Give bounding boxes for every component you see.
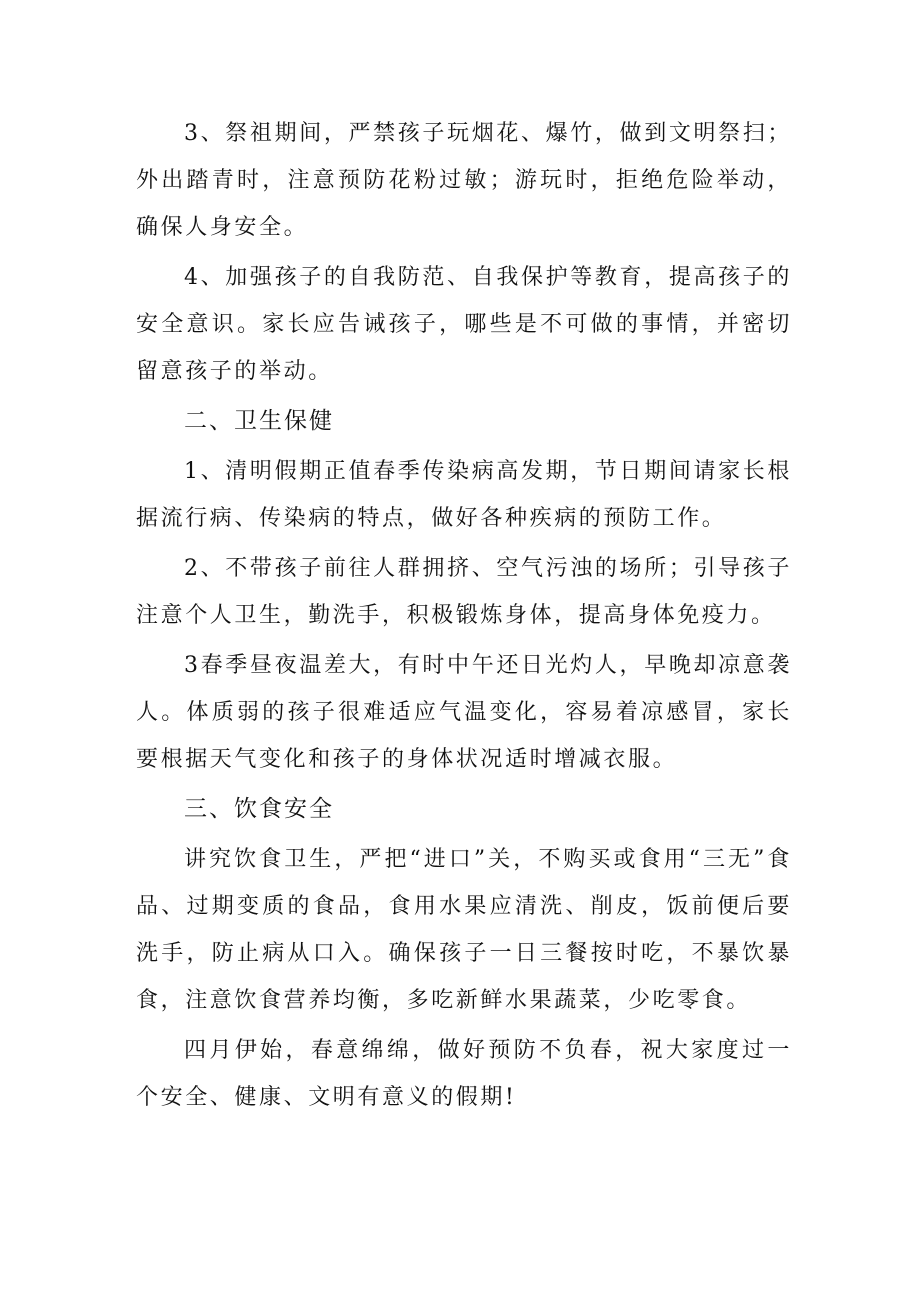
section-heading-hygiene: 二、卫生保健: [184, 408, 334, 434]
document-page: [136, 110, 792, 1124]
paragraph-self-protection: 4、加强孩子的自我防范、自我保护等教育，提高孩子的安全意识。家长应告诫孩子，哪些是不可做的事情，并密切留意孩子的举动。: [136, 265, 792, 384]
paragraph-food-hygiene: 讲究饮食卫生，严把“进口”关，不购买或食用“三无”食品、过期变质的食品，食用水果应清洗、削皮，饭前便后要洗手，防止病从口入。确保孩子一日三餐按时吃，不暴饮暴食，注意饮食营养均衡，多吃新鲜水果蔬菜，少吃零食。: [136, 847, 792, 1013]
paragraph-closing-wishes: 四月伊始，春意绵绵，做好预防不负春，祝大家度过一个安全、健康、文明有意义的假期!: [136, 1038, 792, 1110]
section-heading-food-safety: 三、饮食安全: [184, 796, 334, 822]
paragraph-personal-hygiene: 2、不带孩子前往人群拥挤、空气污浊的场所；引导孩子注意个人卫生，勤洗手，积极锻炼身体，提高身体免疫力。: [136, 556, 792, 628]
paragraph-temperature-change: 3春季昼夜温差大，有时中午还日光灼人，早晚却凉意袭人。体质弱的孩子很难适应气温变化，容易着凉感冒，家长要根据天气变化和孩子的身体状况适时增减衣服。: [136, 653, 792, 772]
paragraph-fireworks-safety: 3、祭祖期间，严禁孩子玩烟花、爆竹，做到文明祭扫；外出踏青时，注意预防花粉过敏；游玩时，拒绝危险举动，确保人身安全。: [136, 121, 792, 240]
paragraph-infectious-disease: 1、清明假期正值春季传染病高发期，节日期间请家长根据流行病、传染病的特点，做好各种疾病的预防工作。: [136, 459, 792, 531]
